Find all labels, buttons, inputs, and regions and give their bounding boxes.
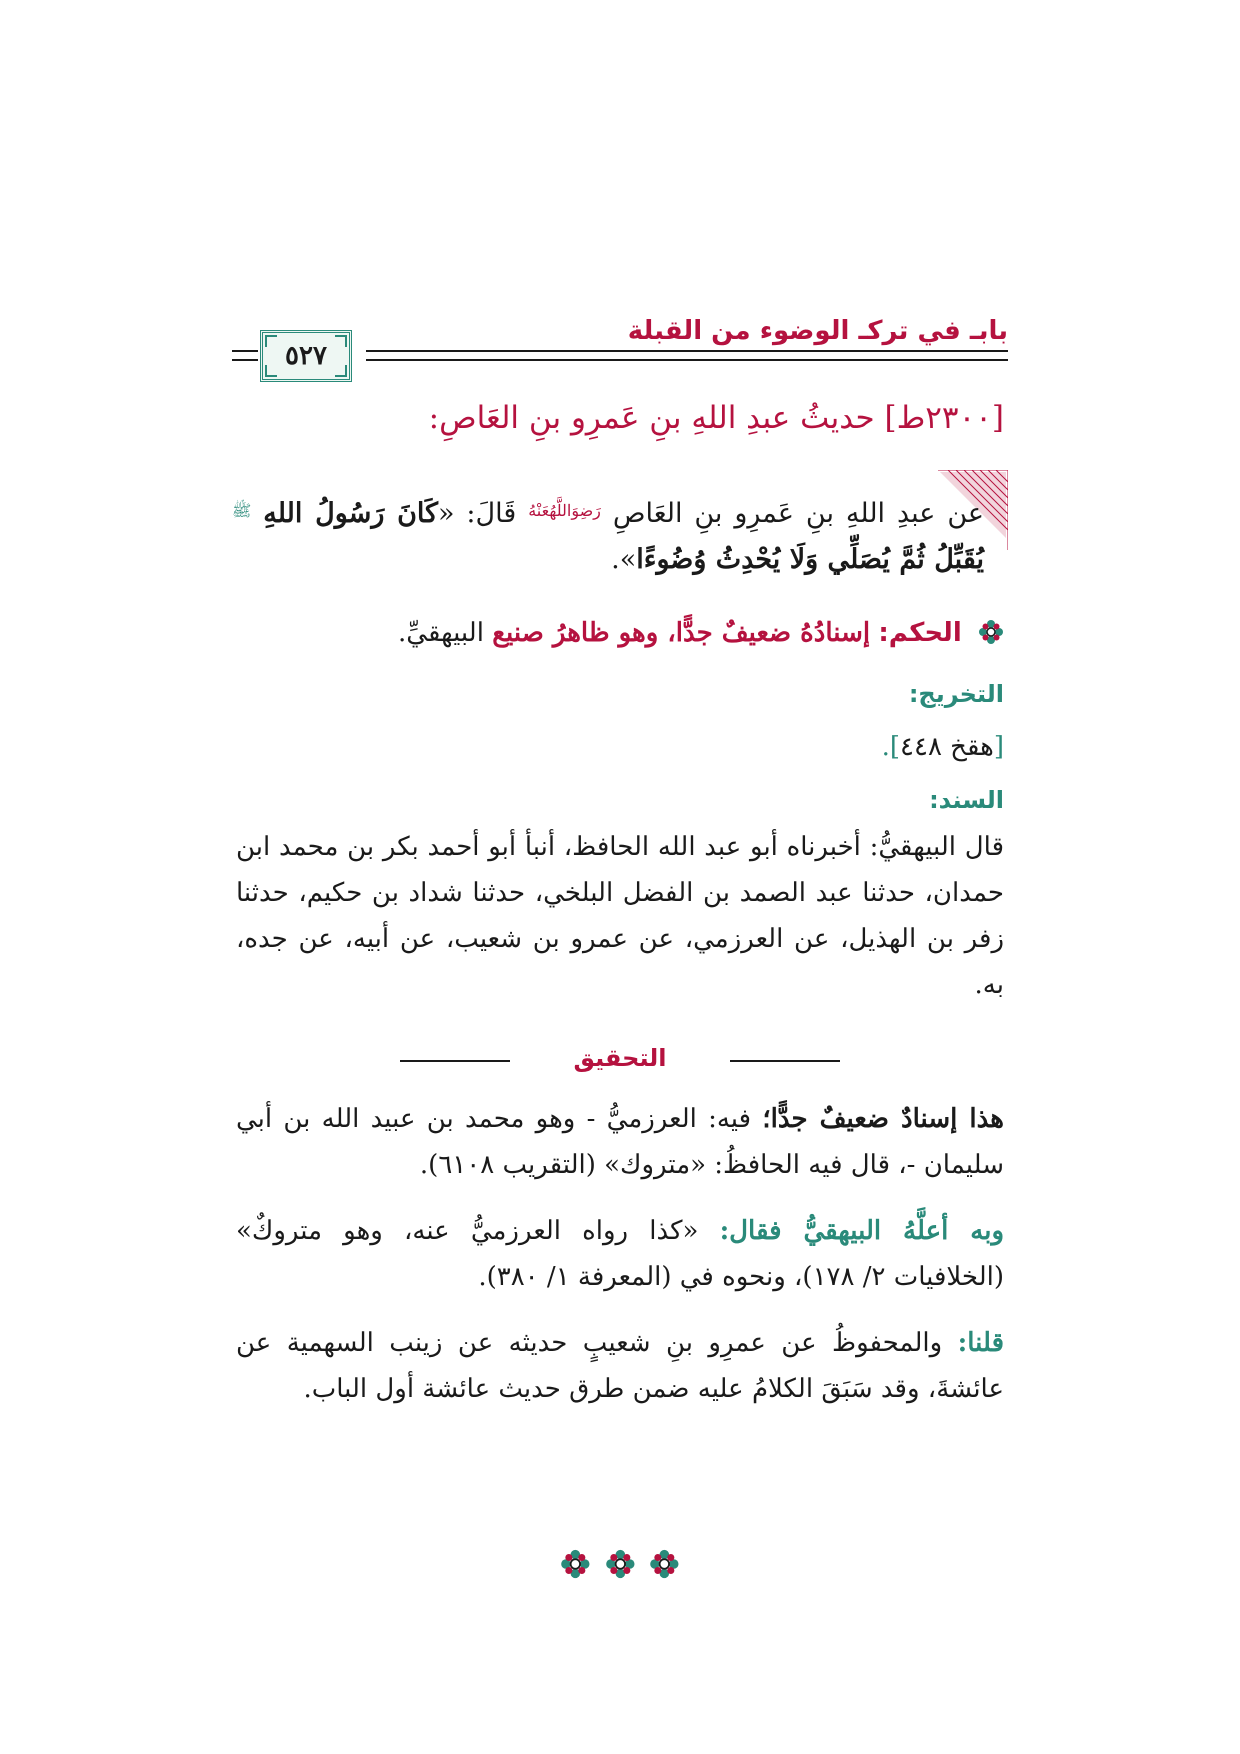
header-rule-left-bottom: [232, 359, 258, 361]
tahqiq-title: التحقيق: [573, 1044, 667, 1072]
hadith-intro: عن عبدِ اللهِ بنِ عَمرِو بنِ العَاصِ: [612, 498, 984, 529]
ruling-tail: البيهقيِّ.: [398, 618, 493, 648]
tahqiq-paragraph-1: [236, 1096, 1004, 1188]
header-rule-top: [366, 350, 1008, 352]
takhrij-label: التخريج:: [908, 680, 1004, 708]
takhrij-reference: [882, 732, 1004, 762]
page-number-badge: [260, 330, 352, 382]
header-rule-left-top: [232, 350, 258, 352]
para1-text: فيه: العرزميُّ - وهو محمد بن عبيد الله بن أبي سليمان -، قال فيه الحافظُ: «متروك» (التقريب ٦١٠٨).: [236, 1104, 1004, 1180]
tahqiq-paragraph-2: [236, 1208, 1004, 1300]
sanad-label: السند:: [929, 786, 1004, 814]
hadith-text: [232, 488, 984, 583]
ruling-verdict: إسنادُهُ ضعيفٌ جدًّا، وهو ظاهرُ صنيع: [492, 618, 871, 648]
end-flower-icon: [560, 1548, 591, 1580]
para3-text: والمحفوظُ عن عمرِو بنِ شعيبٍ حديثه عن زينب السهمية عن عائشةَ، وقد سَبَقَ الكلامُ عليه ضمن طرق حديث عائشة أول الباب.: [236, 1328, 1004, 1404]
sanad-text: قال البيهقيُّ: أخبرناه أبو عبد الله الحافظ، أنبأ أبو أحمد بكر بن محمد ابن حمدان، حدثنا عبد الصمد بن الفضل البلخي، حدثنا شداد بن حكيم، حدثنا زفر بن الهذيل، عن العرزمي، عن عمرو بن شعيب، عن أبيه، عن جده، به.: [236, 832, 1004, 1000]
flower-ornament-icon: [978, 619, 1004, 645]
hadith-said: قَالَ: «: [438, 498, 529, 529]
takhrij-code: هقخ ٤٤٨: [900, 732, 994, 762]
para2-lead: وبه أعلَّهُ البيهقيُّ فقال:: [719, 1216, 1004, 1246]
end-flower-icon: [605, 1548, 636, 1580]
chapter-title: بابـ في تركـ الوضوء من القبلة: [627, 316, 1008, 346]
para3-lead: قلنا:: [957, 1328, 1004, 1358]
three-flower-ornaments-icon: [560, 1548, 680, 1584]
bracket-open: [: [993, 732, 1004, 762]
end-flower-icon: [649, 1548, 680, 1580]
hadith-quote-part1: كَانَ رَسُولُ اللهِ: [263, 498, 438, 529]
honorific-companion: رَضِوَاللَّهُعَنْهُ: [528, 501, 601, 520]
page-number: ٥٢٧: [285, 341, 327, 371]
hadith-closing: ».: [611, 544, 637, 575]
ruling-label: الحكم:: [878, 618, 962, 648]
tahqiq-separator: [400, 1040, 840, 1080]
bracket-close: ].: [881, 732, 901, 762]
ruling-line: [398, 618, 1004, 648]
header-rule-bottom: [366, 359, 1008, 361]
para1-lead: هذا إسنادٌ ضعيفٌ جدًّا؛: [762, 1104, 1004, 1134]
hadith-quote-part2: يُقَبِّلُ ثُمَّ يُصَلِّي وَلَا يُحْدِثُ وُضُوءًا: [636, 544, 984, 575]
para2-text: «كذا رواه العرزميُّ عنه، وهو متروكٌ» (الخلافيات ٢/ ١٧٨)، ونحوه في (المعرفة ١/ ٣٨٠).: [236, 1216, 1004, 1292]
honorific-prophet: ﷺ: [232, 501, 252, 520]
hadith-heading: [٢٣٠٠ط] حديثُ عبدِ اللهِ بنِ عَمرِو بنِ العَاصِ:: [428, 400, 1004, 436]
tahqiq-paragraph-3: [236, 1320, 1004, 1412]
